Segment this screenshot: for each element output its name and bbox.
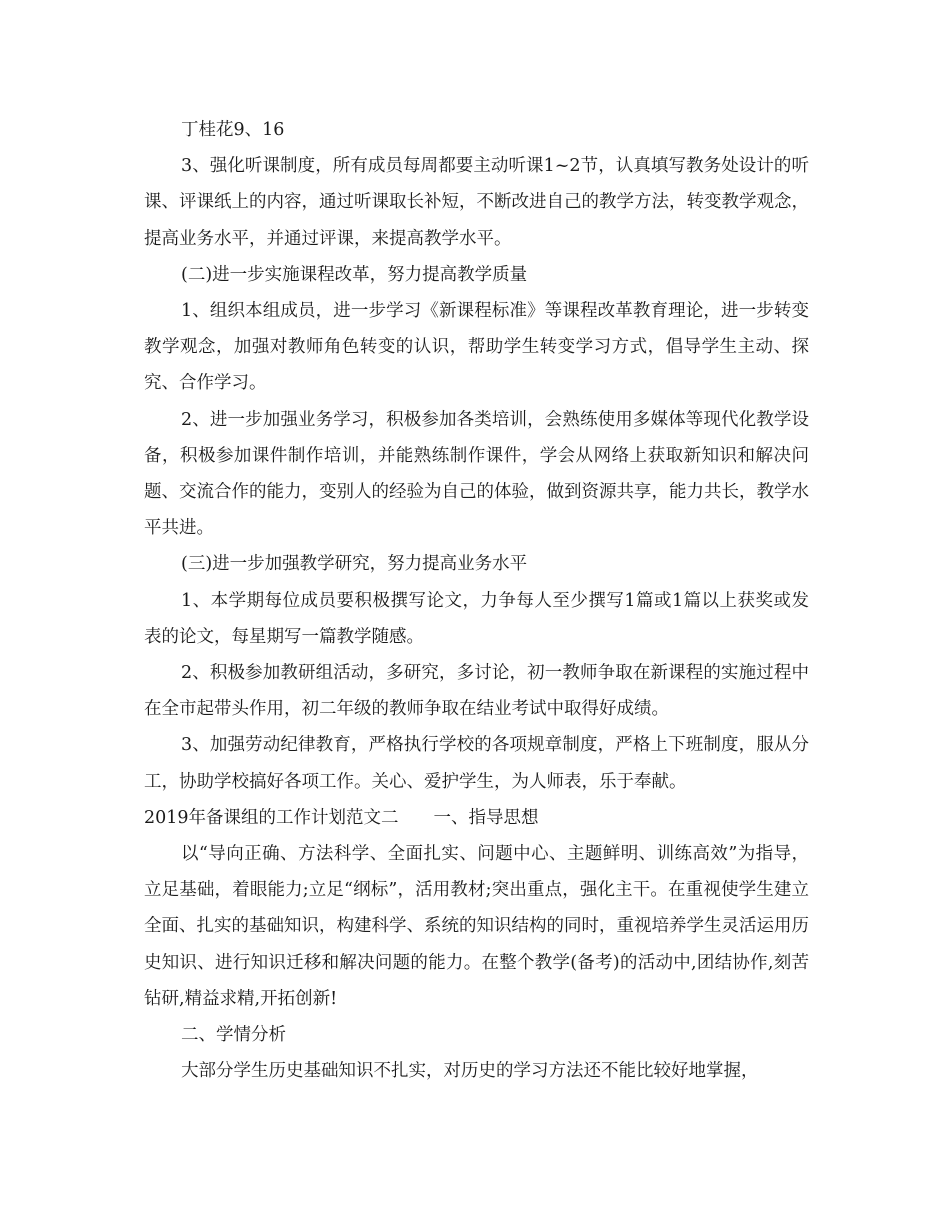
paragraph-student-analysis: 大部分学生历史基础知识不扎实，对历史的学习方法还不能比较好地掌握， bbox=[181, 1061, 759, 1082]
paragraph-discipline: 3、加强劳动纪律教育，严格执行学校的各项规章制度，严格上下班制度，服从分工，协助学校搞好各项工作。关心、爱护学生，为人师表，乐于奉献。 bbox=[144, 735, 809, 792]
paragraph-professional-training: 2、进一步加强业务学习，积极参加各类培训，会熟练使用多媒体等现代化教学设备，积极参加课件制作培训，并能熟练制作课件，学会从网络上获取新知识和解决问题、交流合作的能力，变别人的经验为自己的体验，做到资源共享，能力共长，教学水平共进。 bbox=[144, 409, 809, 539]
section-heading-teaching-research: (三)进一步加强教学研究，努力提高业务水平 bbox=[181, 554, 528, 575]
paragraph-guiding-ideology: 以“导向正确、方法科学、全面扎实、问题中心、主题鲜明、训练高效”为指导，立足基础，着眼能力;立足“纲标”，活用教材;突出重点，强化主干。在重视使学生建立全面、扎实的基础知识，构建科学、系统的知识结构的同时，重视培养学生灵活运用历史知识、进行知识迁移和解决问题的能力。在整个教学(备考)的活动中,团结协作,刻苦钻研,精益求精,开拓创新! bbox=[144, 844, 809, 1009]
paragraph-study-standards: 1、组织本组成员，进一步学习《新课程标准》等课程改革教育理论，进一步转变教学观念，加强对教师角色转变的认识，帮助学生转变学习方式，倡导学生主动、探究、合作学习。 bbox=[144, 301, 809, 394]
section-heading-plan-two: 2019年备课组的工作计划范文二 一、指导思想 bbox=[144, 807, 539, 828]
document-body bbox=[144, 112, 809, 1089]
section-heading-curriculum-reform: (二)进一步实施课程改革，努力提高教学质量 bbox=[181, 264, 528, 285]
paragraph-papers: 1、本学期每位成员要积极撰写论文，力争每人至少撰写1篇或1篇以上获奖或发表的论文，每星期写一篇教学随感。 bbox=[144, 590, 809, 647]
paragraph-research-activities: 2、积极参加教研组活动，多研究，多讨论，初一教师争取在新课程的实施过程中在全市起带头作用，初二年级的教师争取在结业考试中取得好成绩。 bbox=[144, 663, 809, 720]
paragraph-signature: 丁桂花9、16 bbox=[181, 120, 285, 140]
section-heading-student-analysis: 二、学情分析 bbox=[181, 1025, 286, 1046]
paragraph-lesson-observation: 3、强化听课制度，所有成员每周都要主动听课1~2节，认真填写教务处设计的听课、评课纸上的内容，通过听课取长补短，不断改进自己的教学方法，转变教学观念，提高业务水平，并通过评课，来提高教学水平。 bbox=[144, 156, 809, 249]
